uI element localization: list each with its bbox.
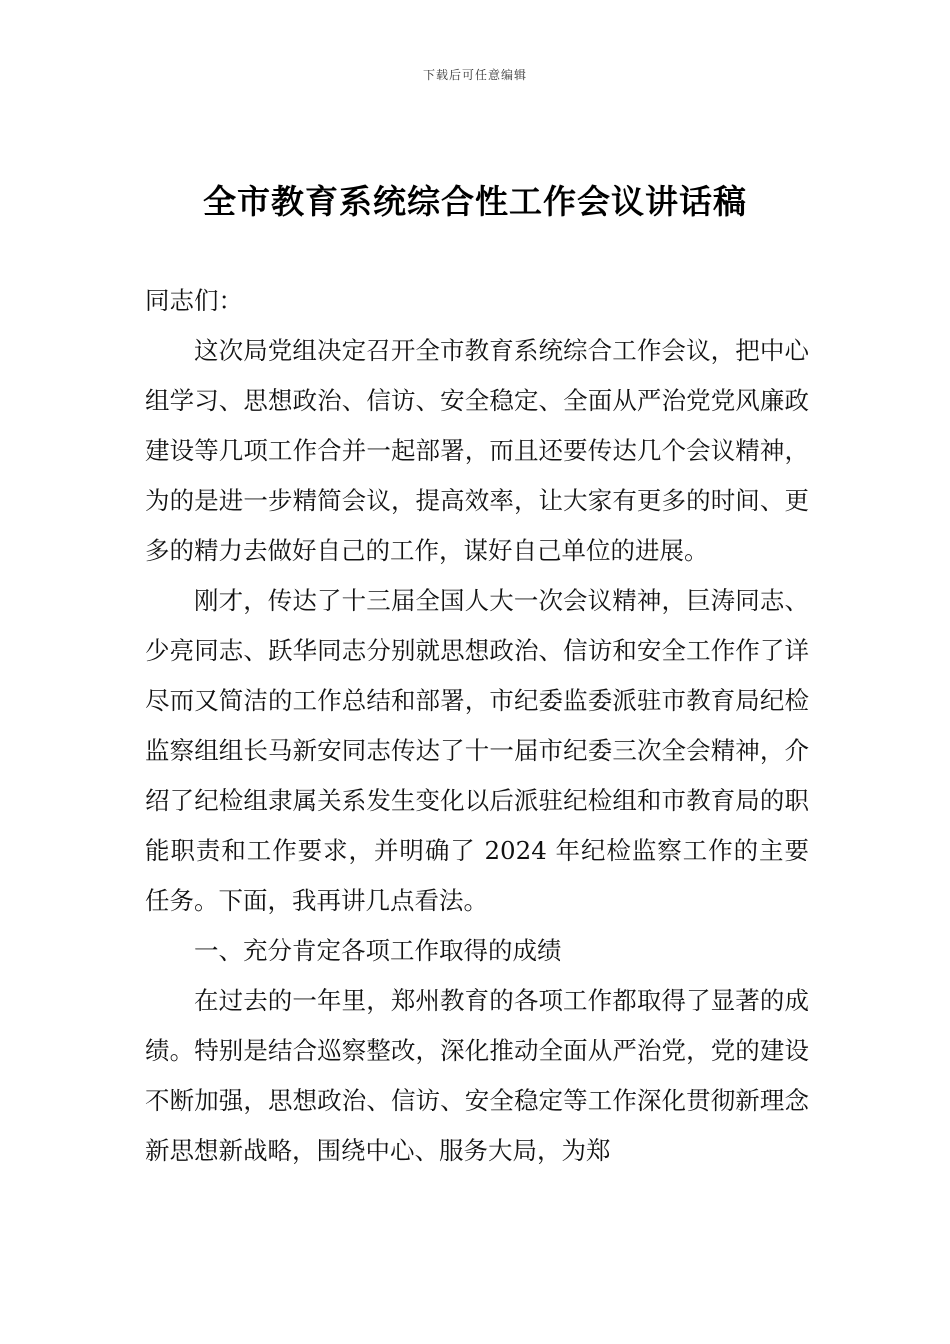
paragraph-3: 在过去的一年里，郑州教育的各项工作都取得了显著的成绩。特别是结合巡察整改，深化推动全面从严治党，党的建设不断加强，思想政治、信访、安全稳定等工作深化贯彻新理念新思想新战略，围绕中心、服务大局，为郑 [145, 986, 809, 1165]
salutation: 同志们： [145, 286, 243, 315]
document-title: 全市教育系统综合性工作会议讲话稿 [203, 182, 747, 221]
paragraph-2: 刚才，传达了十三届全国人大一次会议精神，巨涛同志、少亮同志、跃华同志分别就思想政治、信访和安全工作作了详尽而又简洁的工作总结和部署，市纪委监委派驻市教育局纪检监察组组长马新安同志传达了十一届市纪委三次全会精神，介绍了纪检组隶属关系发生变化以后派驻纪检组和市教育局的职能职责和工作要求，并明确了 2024 年纪检监察工作的主要任务。下面，我再讲几点看法。 [145, 586, 809, 915]
document-body [145, 276, 809, 1176]
header-note: 下载后可任意编辑 [422, 68, 527, 82]
paragraph-1: 这次局党组决定召开全市教育系统综合工作会议，把中心组学习、思想政治、信访、安全稳定、全面从严治党党风廉政建设等几项工作合并一起部署，而且还要传达几个会议精神，为的是进一步精简会议，提高效率，让大家有更多的时间、更多的精力去做好自己的工作，谋好自己单位的进展。 [145, 336, 809, 565]
section-heading-1: 一、充分肯定各项工作取得的成绩 [194, 936, 562, 965]
